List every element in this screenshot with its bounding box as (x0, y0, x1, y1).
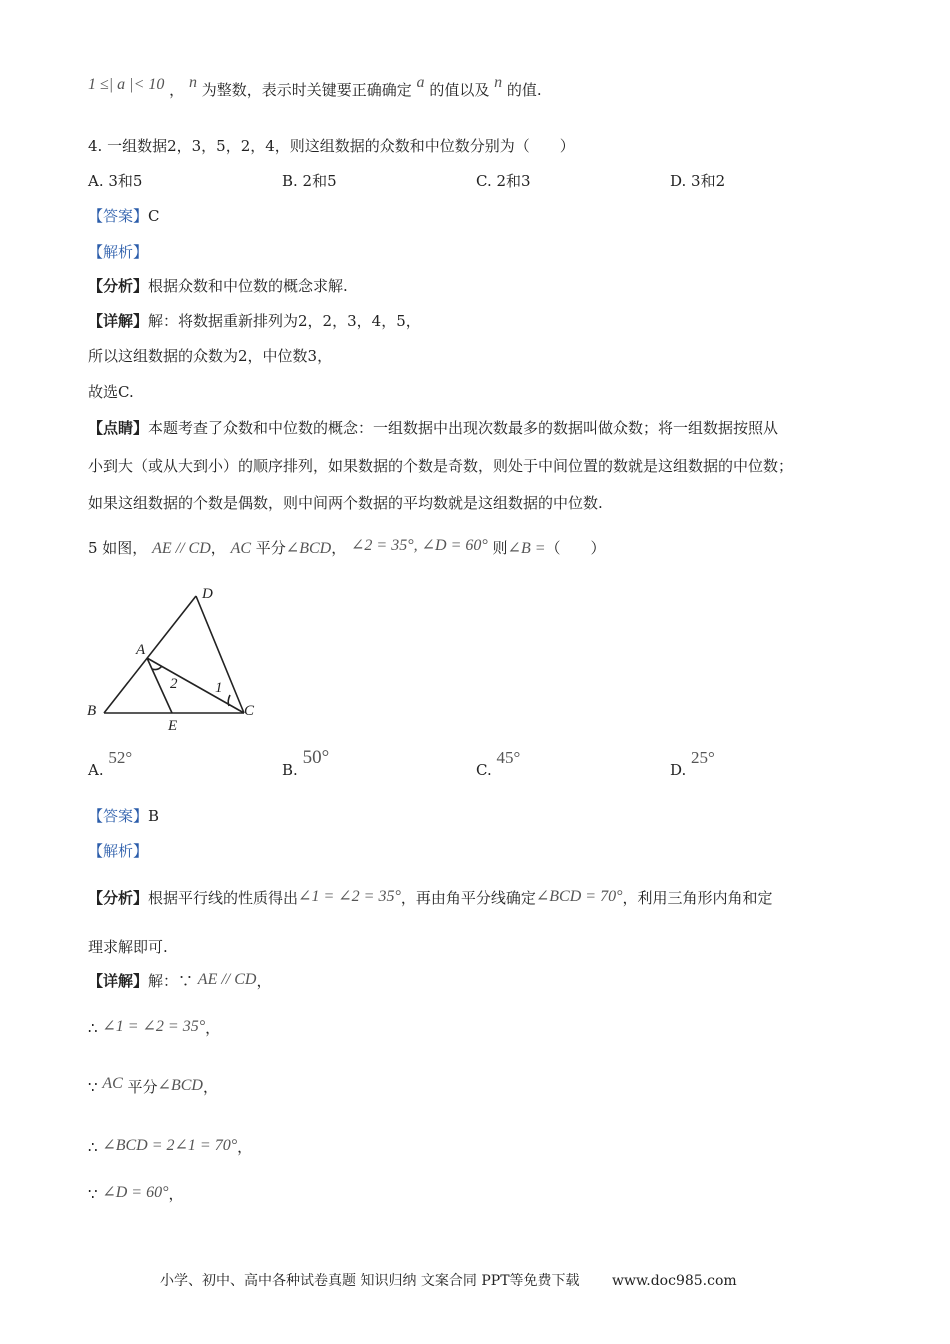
q5-stem (88, 538, 606, 559)
label-e: E (168, 718, 178, 730)
label-c: C (244, 703, 255, 719)
q5-fenxi-b: ，再由角平分线确定 (400, 889, 536, 907)
q5-option-d-letter: D. (670, 761, 687, 779)
footer-text: 小学、初中、高中各种试卷真题 知识归纳 文案合同 PPT等免费下载 (160, 1273, 580, 1289)
comma: ， (169, 81, 185, 99)
fenxi-tag: 【分析】 (88, 277, 149, 295)
fenxi-text: 根据众数和中位数的概念求解. (148, 277, 348, 295)
q5-option-a (88, 748, 133, 780)
q5-xj2-math: ∠1 = ∠2 = 35° (102, 1018, 206, 1035)
q5-fenxi-d: 理求解即可. (88, 938, 168, 956)
q5-xj4-b: ， (237, 1138, 253, 1156)
q5-xj1-b: ， (256, 972, 272, 990)
q5-option-b-letter: B. (282, 761, 298, 779)
q4-dianjing-3: 如果这组数据的个数是偶数，则中间两个数据的平均数就是这组数据的中位数. (88, 494, 603, 512)
q5-xj3-a: ∵ (88, 1078, 103, 1096)
n-symbol: n (188, 74, 197, 91)
xiangjie-text-1: 解：将数据重新排列为2，2，3，4，5， (148, 312, 421, 330)
q5-sep-2: ， (331, 539, 347, 557)
q4-stem: 4. 一组数据2，3，5，2，4，则这组数据的众数和中位数分别为（ ） (88, 137, 575, 155)
q5-xj4-a: ∴ (88, 1138, 103, 1156)
q5-xj3-text: 平分 (122, 1078, 158, 1096)
q5-paren: （ ） (545, 539, 606, 557)
angle-2-arc (152, 666, 162, 670)
q5-xj4-math: ∠BCD = 2∠1 = 70° (102, 1137, 238, 1154)
q5-analysis-tag: 【解析】 (88, 842, 149, 860)
q4-fenxi (88, 276, 348, 296)
q5-fenxi (88, 888, 772, 909)
label-angle-2: 2 (170, 676, 178, 692)
q5-xiangjie-2 (88, 1018, 220, 1039)
dianjing-tag: 【点睛】 (88, 419, 149, 437)
q4-option-a: A. 3和5 (88, 172, 143, 190)
q5-fenxi-math-1: ∠1 = ∠2 = 35° (298, 888, 401, 905)
q5-cond-bcd: ∠BCD (285, 540, 332, 557)
q5-xj5-a: ∵ (88, 1185, 103, 1203)
q5-cond-parallel: AE // CD (152, 540, 211, 557)
answer-tag: 【答案】 (88, 207, 149, 225)
q5-option-a-value: 52° (108, 748, 133, 767)
a-symbol: a (416, 74, 425, 91)
fragment-text-1: 为整数，表示时关键要正确确定 (201, 81, 412, 99)
q4-option-d: D. 3和2 (670, 172, 726, 190)
q4-option-c: C. 2和3 (476, 172, 531, 190)
q5-xiangjie-4 (88, 1137, 252, 1158)
q5-text-bisects: 平分 (251, 539, 286, 557)
q5-cond-angles: ∠2 = 35°, ∠D = 60° (351, 537, 488, 554)
q5-fenxi-c: ，利用三角形内角和定 (622, 889, 773, 907)
q5-sep-1: ， (210, 539, 226, 557)
q5-option-d (670, 748, 715, 780)
q4-answer (88, 206, 160, 226)
top-fragment (88, 74, 542, 101)
label-a: A (136, 642, 146, 658)
q5-xj2-a: ∴ (88, 1019, 103, 1037)
answer-value: C (148, 207, 160, 225)
q5-xj5-math: ∠D = 60° (102, 1184, 169, 1201)
q5-xj1-a: 解：∵ (148, 972, 198, 990)
q5-xj3-math-1: AC (102, 1075, 123, 1092)
q5-option-c-value: 45° (496, 748, 521, 767)
q5-fenxi-a: 根据平行线的性质得出 (148, 889, 299, 907)
segment-ae (147, 658, 172, 713)
footer-url[interactable]: www.doc985.com (611, 1273, 737, 1289)
q5-answer-tag: 【答案】 (88, 807, 149, 825)
q5-xj2-b: ， (205, 1019, 221, 1037)
q5-xj1-math: AE // CD (197, 971, 257, 988)
q5-option-c-letter: C. (476, 761, 492, 779)
q5-option-a-letter: A. (88, 761, 104, 779)
q5-cond-b: ∠B = (507, 540, 546, 557)
q5-xiangjie-tag: 【详解】 (88, 972, 149, 990)
q4-dianjing-2: 小到大（或从大到小）的顺序排列，如果数据的个数是奇数，则处于中间位置的数就是这组数据的中位数； (88, 457, 794, 475)
q5-option-b-value: 50° (302, 747, 330, 768)
label-d: D (202, 586, 213, 602)
q5-option-b (282, 747, 330, 780)
range-expression: 1 ≤| a |< 10 (88, 76, 165, 93)
q4-xiangjie-3: 故选C. (88, 383, 134, 401)
q5-cond-ac: AC (230, 540, 252, 557)
q5-fenxi-tag: 【分析】 (88, 889, 149, 907)
q5-xiangjie-1 (88, 971, 271, 992)
fragment-text-2: 的值以及 (429, 81, 490, 99)
q4-dianjing (88, 418, 778, 438)
dianjing-text-1: 本题考查了众数和中位数的概念：一组数据中出现次数最多的数据叫做众数；将一组数据按照从 (148, 419, 779, 437)
n-symbol-2: n (494, 74, 503, 91)
q4-xiangjie (88, 311, 421, 331)
label-angle-1: 1 (215, 680, 223, 696)
q5-number: 5 如图， (88, 539, 148, 557)
xiangjie-tag: 【详解】 (88, 312, 149, 330)
q5-option-d-value: 25° (691, 748, 715, 767)
q5-text-then: 则 (487, 539, 508, 557)
q4-option-b: B. 2和5 (282, 172, 337, 190)
fragment-text-3: 的值. (506, 81, 542, 99)
q5-answer (88, 806, 159, 826)
q5-xj3-math-2: ∠BCD (157, 1077, 203, 1094)
q5-answer-value: B (148, 807, 160, 825)
label-b: B (87, 703, 97, 719)
triangle-figure (84, 580, 274, 730)
q5-xiangjie-3 (88, 1077, 218, 1098)
q4-xiangjie-2: 所以这组数据的众数为2，中位数3， (88, 347, 333, 365)
q5-option-c (476, 748, 521, 780)
q4-analysis-tag: 【解析】 (88, 243, 149, 261)
page-footer (160, 1270, 737, 1290)
segment-bd (104, 596, 196, 713)
q5-xj3-b: ， (202, 1078, 218, 1096)
q5-xiangjie-5 (88, 1184, 183, 1205)
q5-fenxi-math-2: ∠BCD = 70° (535, 888, 623, 905)
q5-xj5-b: ， (168, 1185, 184, 1203)
